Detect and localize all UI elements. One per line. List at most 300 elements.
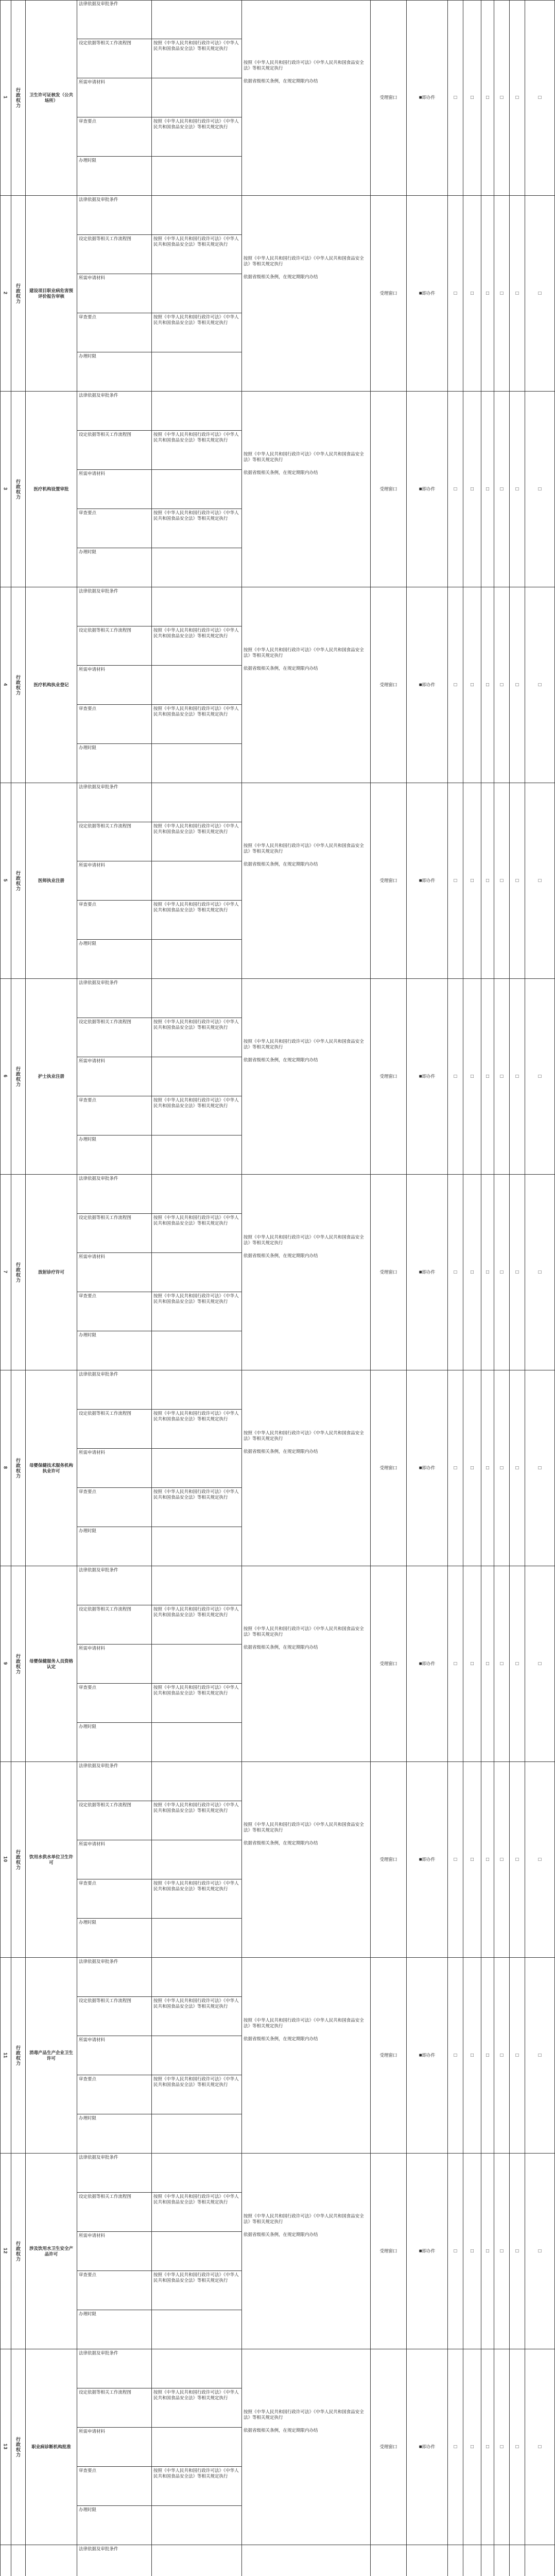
stage-label: 设定依据等相关工作流程图 [77,1801,152,1840]
flag-cell [481,2349,494,2545]
checkbox-unchecked[interactable]: □ [485,1269,490,1275]
item-code-cell [0,783,11,979]
stage-label: 法律依据及审批条件 [77,1566,152,1605]
legal-basis-text: 按照《中华人民共和国行政许可法》《中华人民共和国食品安全法》等相关规定执行 [244,451,364,462]
service-mode: 即办件 [422,1269,436,1275]
checkbox-unchecked[interactable]: □ [538,2444,542,2450]
stage-label: 审查要点 [77,2271,152,2310]
stage-label: 设定依据等相关工作流程图 [77,235,152,274]
stage-detail [152,1527,242,1566]
checkbox-checked[interactable]: ■ [419,1465,422,1471]
flag-cell [481,2545,494,2576]
checkbox-unchecked[interactable]: □ [515,486,519,492]
accept-cell [371,2545,407,2576]
accept-window: 受理窗口 [379,1661,397,1666]
stage-detail: 按照《中华人民共和国行政许可法》《中华人民共和国食品安全法》等相关规定执行 [152,1410,242,1449]
flag-cell [448,392,463,587]
item-name-cell [26,979,77,1175]
checkbox-checked[interactable]: ■ [419,95,422,100]
checkbox-unchecked[interactable]: □ [485,1661,490,1667]
service-mode: 即办件 [422,1857,436,1862]
stage-detail [152,1253,242,1292]
flag-cell [463,1175,481,1370]
checkbox-unchecked[interactable]: □ [515,95,519,100]
item-code-cell [0,1566,11,1762]
checkbox-unchecked[interactable]: □ [485,1465,490,1471]
stage-label: 所需申请材料 [77,1253,152,1292]
item-code-cell [0,196,11,392]
checkbox-checked[interactable]: ■ [419,682,422,688]
checkbox-unchecked[interactable]: □ [485,682,490,688]
service-mode-cell [407,1958,448,2154]
stage-detail [152,0,242,39]
flag-cell [494,979,510,1175]
service-mode-cell [407,2349,448,2545]
item-code: 11 [3,2052,8,2059]
flag-cell [494,392,510,587]
table-row [0,1958,555,2154]
stage-detail [152,352,242,392]
checkbox-checked[interactable]: ■ [419,1269,422,1275]
flag-cell [481,1958,494,2154]
flag-cell [463,979,481,1175]
flag-cell [525,1958,555,2154]
stage-detail [152,861,242,901]
stage-detail [152,196,242,235]
stage-label: 办理时限 [77,1527,152,1566]
item-name: 涉及饮用水卫生安全产品许可 [29,2245,73,2257]
flag-cell [463,2349,481,2545]
checkbox-checked[interactable]: ■ [419,878,422,884]
item-name: 母婴保健服务人员资格认定 [29,1658,73,1669]
checkbox-unchecked[interactable]: □ [500,1269,504,1275]
checkbox-unchecked[interactable]: □ [515,1857,519,1862]
service-mode: 即办件 [422,291,436,296]
accept-window: 受理窗口 [379,95,397,100]
item-code: 4 [3,683,8,687]
table-row [0,587,555,783]
checkbox-unchecked[interactable]: □ [454,291,457,296]
legal-basis-cell [242,1370,371,1566]
flag-cell [510,979,525,1175]
stage-label: 法律依据及审批条件 [77,1175,152,1214]
flag-cell [494,2545,510,2576]
checkbox-unchecked[interactable]: □ [485,1857,490,1862]
flag-cell [448,2545,463,2576]
checkbox-unchecked[interactable]: □ [485,2053,490,2058]
item-code-cell [0,0,11,196]
flag-cell [481,1762,494,1958]
accept-cell [371,979,407,1175]
checkbox-checked[interactable]: ■ [419,1661,422,1667]
checkbox-unchecked[interactable]: □ [470,682,474,688]
stage-detail [152,2232,242,2271]
checkbox-unchecked[interactable]: □ [454,95,457,100]
checkbox-unchecked[interactable]: □ [454,2053,457,2058]
service-mode-cell [407,1566,448,1762]
item-name-cell [26,2154,77,2349]
service-mode: 即办件 [422,1661,436,1666]
checkbox-unchecked[interactable]: □ [485,878,490,884]
checkbox-unchecked[interactable]: □ [454,486,457,492]
checkbox-unchecked[interactable]: □ [538,486,542,492]
flag-cell [494,2154,510,2349]
checkbox-unchecked[interactable]: □ [515,1074,519,1079]
checkbox-unchecked[interactable]: □ [500,1074,504,1079]
checkbox-unchecked[interactable]: □ [485,2444,490,2450]
item-name: 消毒产品生产企业卫生许可 [29,2049,73,2061]
stage-label: 所需申请材料 [77,1057,152,1096]
flag-cell [448,2349,463,2545]
table-row [0,0,555,196]
checkbox-unchecked[interactable]: □ [454,1465,457,1471]
item-name-cell [26,1370,77,1566]
stage-label: 法律依据及审批条件 [77,2154,152,2193]
stage-label: 所需申请材料 [77,1449,152,1488]
accept-window: 受理窗口 [379,878,397,883]
accept-window: 受理窗口 [379,682,397,687]
stage-detail: 按照《中华人民共和国行政许可法》《中华人民共和国食品安全法》等相关规定执行 [152,1997,242,2036]
flag-cell [463,1370,481,1566]
table-row [0,783,555,979]
stage-detail [152,2310,242,2349]
item-name-cell [26,1566,77,1762]
deadline-text: 依据省级相关条例，在规定期限内办结 [244,1840,318,1845]
category-label: 行政权力 [15,1458,21,1479]
item-name-cell [26,2349,77,2545]
item-name-cell [26,1762,77,1958]
flag-cell [494,2349,510,2545]
service-mode: 即办件 [422,682,436,687]
legal-basis-cell [242,1762,371,1958]
category-cell [11,2545,26,2576]
flag-cell [510,0,525,196]
flag-cell [525,1762,555,1958]
flag-cell [448,2154,463,2349]
item-code-cell [0,1762,11,1958]
stage-detail [152,744,242,783]
checkbox-unchecked[interactable]: □ [515,1465,519,1471]
checkbox-unchecked[interactable]: □ [485,291,490,296]
category-cell [11,1762,26,1958]
flag-cell [494,783,510,979]
stage-detail [152,666,242,705]
category-label: 行政权力 [15,674,21,696]
checkbox-unchecked[interactable]: □ [470,1857,474,1862]
flag-cell [510,392,525,587]
item-name: 卫生许可证核发（公共场所） [29,92,73,103]
checkbox-unchecked[interactable]: □ [485,1074,490,1079]
checkbox-unchecked[interactable]: □ [500,2053,504,2058]
service-mode: 即办件 [422,2444,436,2449]
category-label: 行政权力 [15,479,21,500]
checkbox-unchecked[interactable]: □ [470,1661,474,1667]
item-name: 建设项目职业病危害预评价报告审核 [29,287,73,299]
category-label: 行政权力 [15,2436,21,2458]
checkbox-unchecked[interactable]: □ [500,1465,504,1471]
stage-label: 法律依据及审批条件 [77,587,152,626]
checkbox-unchecked[interactable]: □ [454,1661,457,1667]
checkbox-unchecked[interactable]: □ [538,1465,542,1471]
flag-cell [525,2545,555,2576]
stage-detail [152,940,242,979]
flag-cell [525,1370,555,1566]
deadline-text: 依据省级相关条例，在规定期限内办结 [244,2036,318,2041]
category-cell [11,587,26,783]
flag-cell [463,1762,481,1958]
deadline-text: 依据省级相关条例，在规定期限内办结 [244,1645,318,1650]
item-code: 12 [3,2248,8,2255]
item-name: 放射诊疗许可 [38,1269,64,1275]
checkbox-unchecked[interactable]: □ [470,2248,474,2254]
checkbox-unchecked[interactable]: □ [515,2053,519,2058]
stage-detail: 按照《中华人民共和国行政许可法》《中华人民共和国食品安全法》等相关规定执行 [152,626,242,666]
flag-cell [510,196,525,392]
checkbox-unchecked[interactable]: □ [470,486,474,492]
checkbox-unchecked[interactable]: □ [500,2248,504,2254]
flag-cell [510,2349,525,2545]
checkbox-unchecked[interactable]: □ [500,95,504,100]
category-label: 行政权力 [15,1653,21,1674]
checkbox-checked[interactable]: ■ [419,2444,422,2450]
checkbox-checked[interactable]: ■ [419,2248,422,2254]
stage-label: 审查要点 [77,2075,152,2114]
item-name-cell [26,196,77,392]
item-code: 6 [3,1075,8,1078]
checkbox-unchecked[interactable]: □ [470,2053,474,2058]
flag-cell [494,1762,510,1958]
stage-detail [152,1919,242,1958]
legal-basis-text: 按照《中华人民共和国行政许可法》《中华人民共和国食品安全法》等相关规定执行 [244,1626,364,1637]
legal-basis-cell [242,783,371,979]
category-cell [11,196,26,392]
checkbox-unchecked[interactable]: □ [470,1074,474,1079]
category-cell [11,1958,26,2154]
checkbox-unchecked[interactable]: □ [515,2444,519,2450]
stage-label: 所需申请材料 [77,274,152,313]
stage-detail: 按照《中华人民共和国行政许可法》《中华人民共和国食品安全法》等相关规定执行 [152,2193,242,2232]
checkbox-unchecked[interactable]: □ [538,1857,542,1862]
flag-cell [463,2154,481,2349]
stage-detail [152,78,242,117]
stage-detail [152,1136,242,1175]
category-cell [11,979,26,1175]
checkbox-unchecked[interactable]: □ [515,878,519,884]
item-code: 10 [3,1856,8,1863]
checkbox-unchecked[interactable]: □ [500,486,504,492]
stage-label: 设定依据等相关工作流程图 [77,822,152,861]
checkbox-unchecked[interactable]: □ [454,1269,457,1275]
flag-cell [510,1762,525,1958]
service-mode-cell [407,1762,448,1958]
legal-basis-text: 按照《中华人民共和国行政许可法》《中华人民共和国食品安全法》等相关规定执行 [244,2018,364,2028]
checkbox-unchecked[interactable]: □ [515,291,519,296]
flag-cell [510,2154,525,2349]
checkbox-unchecked[interactable]: □ [470,1269,474,1275]
item-name: 医疗机构设置审批 [33,486,69,492]
flag-cell [494,587,510,783]
stage-label: 审查要点 [77,1096,152,1136]
category-label: 行政权力 [15,283,21,304]
flag-cell [481,1566,494,1762]
checkbox-unchecked[interactable]: □ [500,682,504,688]
stage-detail [152,2349,242,2388]
checkbox-unchecked[interactable]: □ [500,1857,504,1862]
stage-label: 办理时限 [77,1723,152,1762]
checkbox-checked[interactable]: ■ [419,2053,422,2058]
stage-detail [152,2428,242,2467]
checkbox-unchecked[interactable]: □ [500,291,504,296]
stage-detail: 按照《中华人民共和国行政许可法》《中华人民共和国食品安全法》等相关规定执行 [152,1488,242,1527]
stage-detail [152,2114,242,2154]
checkbox-unchecked[interactable]: □ [485,486,490,492]
checkbox-unchecked[interactable]: □ [454,682,457,688]
service-mode-cell [407,587,448,783]
stage-detail: 按照《中华人民共和国行政许可法》《中华人民共和国食品安全法》等相关规定执行 [152,431,242,470]
deadline-text: 依据省级相关条例，在规定期限内办结 [244,1253,318,1258]
item-code: 5 [3,879,8,883]
stage-label: 设定依据等相关工作流程图 [77,431,152,470]
stage-label: 所需申请材料 [77,1645,152,1684]
checkbox-unchecked[interactable]: □ [485,95,490,100]
item-name-cell [26,783,77,979]
flag-cell [448,587,463,783]
stage-label: 所需申请材料 [77,2036,152,2075]
stage-label: 法律依据及审批条件 [77,1958,152,1997]
flag-cell [510,783,525,979]
checkbox-checked[interactable]: ■ [419,486,422,492]
checkbox-unchecked[interactable]: □ [485,2248,490,2254]
item-name: 医疗机构执业登记 [33,682,69,687]
flag-cell [494,0,510,196]
stage-detail [152,1645,242,1684]
flag-cell [448,196,463,392]
checkbox-checked[interactable]: ■ [419,291,422,296]
stage-detail [152,157,242,196]
table-row [0,1175,555,1370]
stage-label: 设定依据等相关工作流程图 [77,1410,152,1449]
stage-label: 办理时限 [77,157,152,196]
flag-cell [463,1958,481,2154]
service-mode-cell [407,1370,448,1566]
stage-label: 所需申请材料 [77,1840,152,1879]
flag-cell [448,783,463,979]
legal-basis-cell [242,196,371,392]
checkbox-unchecked[interactable]: □ [500,1661,504,1667]
checkbox-unchecked[interactable]: □ [515,1269,519,1275]
item-code: 2 [3,292,8,295]
stage-detail: 按照《中华人民共和国行政许可法》《中华人民共和国食品安全法》等相关规定执行 [152,2467,242,2506]
table-row [0,2154,555,2349]
checkbox-unchecked[interactable]: □ [470,291,474,296]
flag-cell [510,2545,525,2576]
stage-detail: 按照《中华人民共和国行政许可法》《中华人民共和国食品安全法》等相关规定执行 [152,822,242,861]
stage-detail: 按照《中华人民共和国行政许可法》《中华人民共和国食品安全法》等相关规定执行 [152,1214,242,1253]
checkbox-unchecked[interactable]: □ [470,2444,474,2450]
stage-detail [152,548,242,587]
checkbox-unchecked[interactable]: □ [538,2248,542,2254]
checkbox-unchecked[interactable]: □ [538,878,542,884]
checkbox-unchecked[interactable]: □ [538,291,542,296]
stage-label: 审查要点 [77,1292,152,1331]
stage-label: 办理时限 [77,1919,152,1958]
flag-cell [481,392,494,587]
checkbox-unchecked[interactable]: □ [470,1465,474,1471]
checkbox-unchecked[interactable]: □ [470,95,474,100]
checkbox-unchecked[interactable]: □ [538,95,542,100]
checkbox-unchecked[interactable]: □ [515,682,519,688]
stage-label: 所需申请材料 [77,470,152,509]
item-name-cell [26,392,77,587]
checkbox-unchecked[interactable]: □ [454,878,457,884]
stage-detail: 按照《中华人民共和国行政许可法》《中华人民共和国食品安全法》等相关规定执行 [152,1801,242,1840]
service-mode: 即办件 [422,2248,436,2253]
stage-detail: 按照《中华人民共和国行政许可法》《中华人民共和国食品安全法》等相关规定执行 [152,1684,242,1723]
service-mode: 即办件 [422,486,436,492]
stage-label: 办理时限 [77,940,152,979]
flag-cell [525,1175,555,1370]
legal-basis-text: 按照《中华人民共和国行政许可法》《中华人民共和国食品安全法》等相关规定执行 [244,1822,364,1833]
stage-detail [152,1057,242,1096]
checkbox-checked[interactable]: ■ [419,1857,422,1862]
category-label: 行政权力 [15,1262,21,1283]
flag-cell [481,1370,494,1566]
service-mode: 即办件 [422,878,436,883]
checkbox-unchecked[interactable]: □ [538,682,542,688]
stage-label: 法律依据及审批条件 [77,2349,152,2388]
checkbox-unchecked[interactable]: □ [454,1074,457,1079]
checkbox-unchecked[interactable]: □ [538,1074,542,1079]
checkbox-unchecked[interactable]: □ [454,2248,457,2254]
stage-detail: 按照《中华人民共和国行政许可法》《中华人民共和国食品安全法》等相关规定执行 [152,2271,242,2310]
table-row [0,196,555,392]
checkbox-unchecked[interactable]: □ [538,2053,542,2058]
flag-cell [510,1566,525,1762]
legal-basis-cell [242,392,371,587]
stage-detail [152,2036,242,2075]
stage-label: 审查要点 [77,2467,152,2506]
table-row [0,1762,555,1958]
stage-label: 办理时限 [77,744,152,783]
checkbox-unchecked[interactable]: □ [454,1857,457,1862]
checkbox-unchecked[interactable]: □ [538,1661,542,1667]
service-mode-cell [407,2154,448,2349]
checkbox-unchecked[interactable]: □ [500,878,504,884]
legal-basis-text: 按照《中华人民共和国行政许可法》《中华人民共和国食品安全法》等相关规定执行 [244,1039,364,1049]
deadline-text: 依据省级相关条例，在规定期限内办结 [244,78,318,83]
checkbox-unchecked[interactable]: □ [500,2444,504,2450]
checkbox-checked[interactable]: ■ [419,1074,422,1079]
stage-detail [152,1840,242,1879]
checkbox-unchecked[interactable]: □ [515,1661,519,1667]
flag-cell [525,2154,555,2349]
table-row [0,2545,555,2576]
stage-label: 审查要点 [77,509,152,548]
stage-detail: 按照《中华人民共和国行政许可法》《中华人民共和国食品安全法》等相关规定执行 [152,2388,242,2428]
flag-cell [448,1958,463,2154]
legal-basis-text: 按照《中华人民共和国行政许可法》《中华人民共和国食品安全法》等相关规定执行 [244,843,364,854]
item-code-cell [0,587,11,783]
flag-cell [494,196,510,392]
checkbox-unchecked[interactable]: □ [538,1269,542,1275]
stage-label: 法律依据及审批条件 [77,979,152,1018]
checkbox-unchecked[interactable]: □ [515,2248,519,2254]
checkbox-unchecked[interactable]: □ [470,878,474,884]
stage-detail: 按照《中华人民共和国行政许可法》《中华人民共和国食品安全法》等相关规定执行 [152,2075,242,2114]
checkbox-unchecked[interactable]: □ [454,2444,457,2450]
accept-window: 受理窗口 [379,2248,397,2253]
stage-detail: 按照《中华人民共和国行政许可法》《中华人民共和国食品安全法》等相关规定执行 [152,117,242,157]
